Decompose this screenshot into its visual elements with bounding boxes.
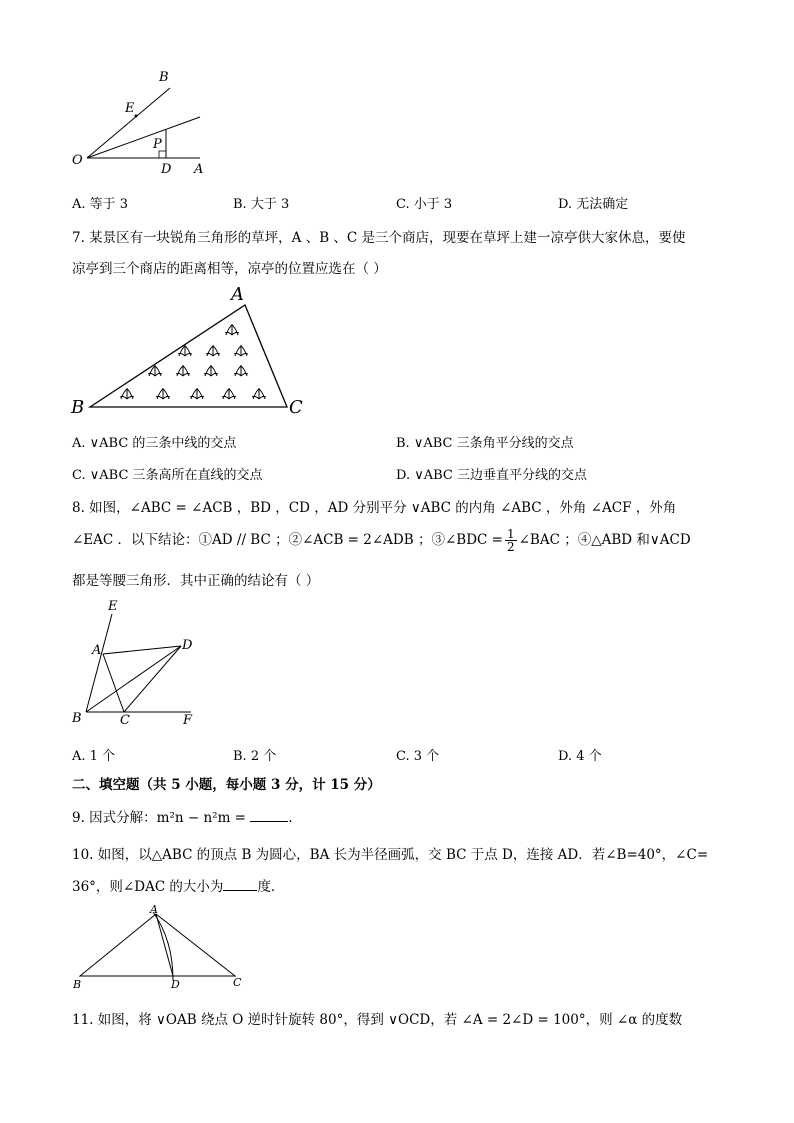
- label-e: E: [108, 599, 118, 614]
- q7-stem-line2: 凉亭到三个商店的距离相等，凉亭的位置应选在（ ）: [72, 261, 387, 277]
- q11-stem-line1: 11. 如图，将 ∨OAB 绕点 O 逆时针旋转 80°，得到 ∨OCD，若 ∠A = 2∠D = 100°，则 ∠α 的度数: [72, 1012, 683, 1028]
- q6-option-c: C. 小于 3: [396, 197, 453, 212]
- segment-ac: [103, 654, 124, 712]
- q7-figure: [65, 283, 315, 418]
- section-title-fill-in: 二、填空题（共 5 小题，每小题 3 分，计 15 分）: [72, 777, 381, 793]
- label-b: B: [72, 711, 82, 726]
- q8-option-b: B. 2 个: [233, 749, 277, 764]
- q9-text: 9. 因式分解：m²n − n²m =: [72, 810, 246, 826]
- triangle-abc: [80, 914, 235, 976]
- label-c: C: [233, 976, 242, 989]
- fraction-one-half: [505, 528, 517, 553]
- label-a: A: [194, 162, 204, 177]
- q8-stem-line2: [72, 528, 691, 553]
- label-b: B: [73, 978, 82, 991]
- arc-centered-b: [153, 912, 173, 980]
- label-a: A: [92, 643, 102, 658]
- label-d: D: [161, 162, 172, 177]
- q6-option-b: B. 大于 3: [233, 197, 290, 212]
- q8-stem-line2-part2: ∠BAC ；④△ABD 和∨ACD: [518, 532, 691, 548]
- q8-figure: [65, 596, 205, 731]
- q8-stem-line3: 都是等腰三角形．其中正确的结论有（ ）: [72, 573, 320, 589]
- q7-stem-line1: 7. 某景区有一块锐角三角形的草坪，A 、B 、C 是三个商店，现要在草坪上建一凉亭供大家休息，要使: [72, 230, 686, 246]
- label-c: C: [289, 397, 303, 418]
- q8-stem-line1: 8. 如图，∠ABC = ∠ACB ，BD ，CD ，AD 分别平分 ∨ABC 的内角 ∠ABC ，外角 ∠ACF ，外角: [72, 500, 677, 516]
- q8-option-a: A. 1 个: [72, 749, 116, 764]
- q6-option-d: D. 无法确定: [558, 197, 629, 212]
- segment-cd: [124, 646, 181, 712]
- q8-stem-line2-part1: ∠EAC ．以下结论：①AD // BC ；②∠ACB = 2∠ADB ；③∠BDC =: [72, 532, 503, 548]
- q8-option-d: D. 4 个: [558, 749, 602, 764]
- label-p: P: [153, 137, 162, 152]
- segment-ad: [156, 914, 173, 976]
- right-angle-mark: [159, 151, 166, 158]
- q7-option-c: C. ∨ABC 三条高所在直线的交点: [72, 468, 263, 483]
- label-a: A: [150, 903, 158, 916]
- q9-stem: [72, 806, 293, 826]
- point-e: [135, 115, 138, 118]
- q10-stem-line1: 10. 如图，以△ABC 的顶点 B 为圆心，BA 长为半径画弧，交 BC 于点 D，连接 AD．若∠B=40°，∠C=: [72, 847, 709, 863]
- q9-answer-blank: [250, 809, 288, 822]
- q7-option-d: D. ∨ABC 三边垂直平分线的交点: [396, 468, 588, 483]
- segment-ad: [103, 646, 181, 654]
- q7-option-a: A. ∨ABC 的三条中线的交点: [72, 436, 237, 451]
- q6-option-a: A. 等于 3: [72, 197, 129, 212]
- triangle-abc: [90, 305, 287, 407]
- q10-figure: [65, 900, 265, 995]
- fraction-numerator: 1: [506, 527, 515, 541]
- label-f: F: [183, 713, 193, 728]
- label-e: E: [125, 101, 135, 116]
- label-d: D: [182, 638, 193, 653]
- label-o: O: [72, 153, 83, 168]
- q10-stem-line2: [72, 875, 284, 895]
- grass-tufts: [120, 324, 266, 399]
- ray-op: [87, 117, 200, 158]
- q6-figure: [60, 60, 220, 185]
- q10-answer-blank: [223, 878, 257, 891]
- fraction-denominator: 2: [506, 540, 515, 554]
- q9-end: .: [288, 810, 293, 826]
- q10-stem-part1: 36°，则∠DAC 的大小为: [72, 879, 224, 895]
- q7-option-b: B. ∨ABC 三条角平分线的交点: [396, 436, 574, 451]
- q8-option-c: C. 3 个: [396, 749, 440, 764]
- label-c: C: [120, 713, 130, 728]
- label-d: D: [171, 978, 180, 991]
- label-b: B: [159, 70, 169, 85]
- ray-ab-extended: [86, 614, 112, 712]
- label-a: A: [231, 284, 244, 305]
- q10-stem-part2: 度．: [257, 879, 285, 895]
- label-b: B: [71, 397, 85, 418]
